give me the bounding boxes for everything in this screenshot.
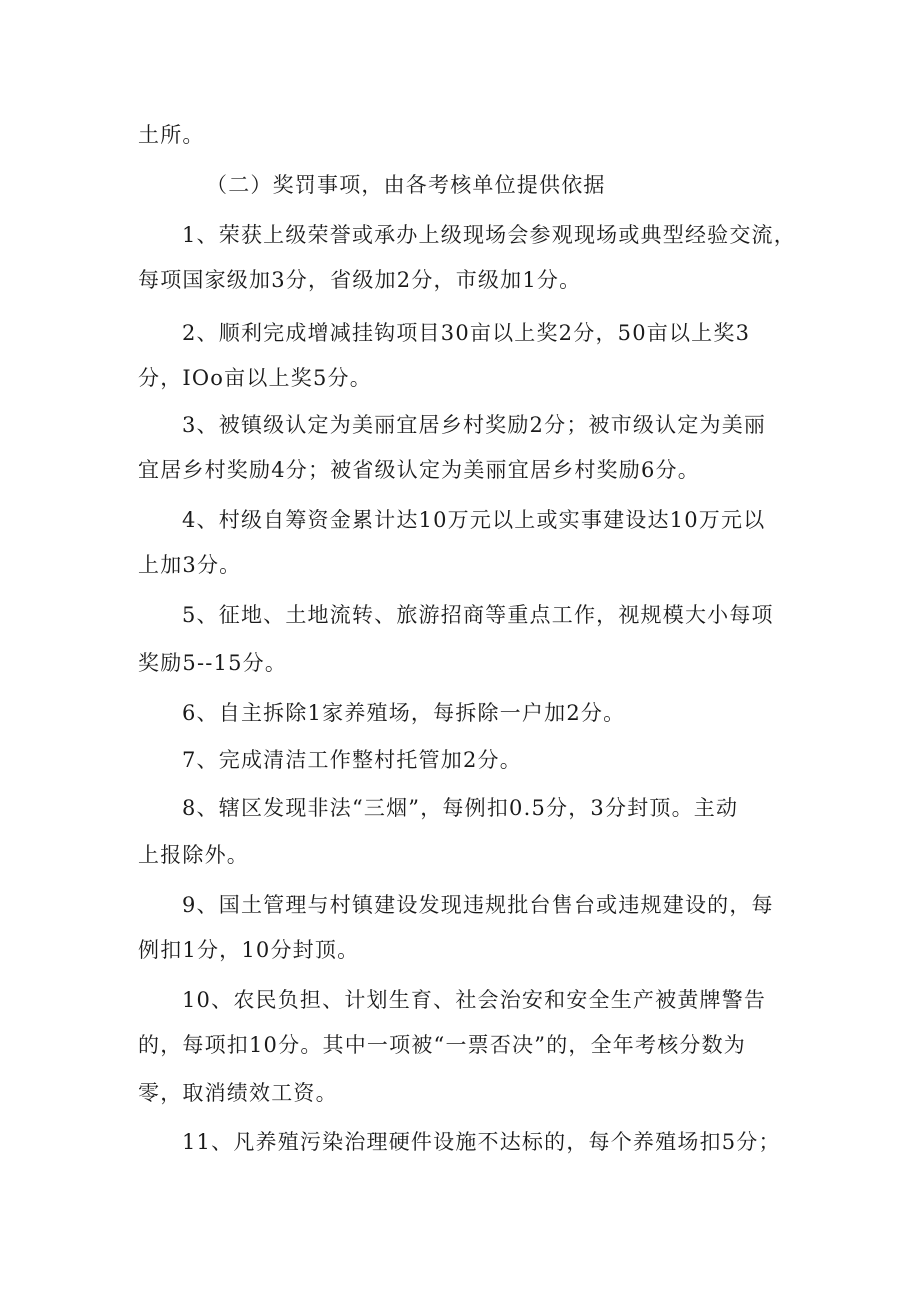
text-line: 的，每项扣10分。其中一项被“一票否决”的，全年考核分数为 bbox=[138, 1033, 746, 1057]
text-line: 10、农民负担、计划生育、社会治安和安全生产被黄牌警告 bbox=[182, 988, 767, 1012]
text-line: 11、凡养殖污染治理硬件设施不达标的，每个养殖场扣5分； bbox=[182, 1130, 781, 1154]
text-line: 5、征地、土地流转、旅游招商等重点工作，视规模大小每项 bbox=[182, 603, 774, 627]
text-line: 奖励5--15分。 bbox=[138, 651, 288, 675]
text-line: 1、荣获上级荣誉或承办上级现场会参观现场或典型经验交流， bbox=[182, 223, 796, 247]
text-line: 2、顺利完成增减挂钩项目30亩以上奖2分，50亩以上奖3 bbox=[182, 321, 751, 345]
text-line: 4、村级自筹资金累计达10万元以上或实事建设达10万元以 bbox=[182, 508, 766, 532]
text-line: 上报除外。 bbox=[138, 843, 249, 867]
text-line: 零，取消绩效工资。 bbox=[138, 1081, 338, 1105]
text-line: 3、被镇级认定为美丽宜居乡村奖励2分；被市级认定为美丽 bbox=[182, 413, 767, 437]
text-line: 6、自主拆除1家养殖场，每拆除一户加2分。 bbox=[182, 701, 626, 725]
section-heading: （二）奖罚事项，由各考核单位提供依据 bbox=[206, 173, 606, 197]
text-line: 例扣1分，10分封顶。 bbox=[138, 938, 360, 962]
text-line: 上加3分。 bbox=[138, 553, 242, 577]
text-line: 宜居乡村奖励4分；被省级认定为美丽宜居乡村奖励6分。 bbox=[138, 458, 700, 482]
text-line: 9、国土管理与村镇建设发现违规批台售台或违规建设的，每 bbox=[182, 893, 774, 917]
text-line: 每项国家级加3分，省级加2分，市级加1分。 bbox=[138, 268, 582, 292]
text-line: 8、辖区发现非法“三烟”，每例扣0.5分，3分封顶。主动 bbox=[182, 796, 739, 820]
text-line: 7、完成清洁工作整村托管加2分。 bbox=[182, 748, 522, 772]
text-line: 分，IOo亩以上奖5分。 bbox=[138, 366, 372, 390]
text-line: 土所。 bbox=[138, 123, 205, 147]
